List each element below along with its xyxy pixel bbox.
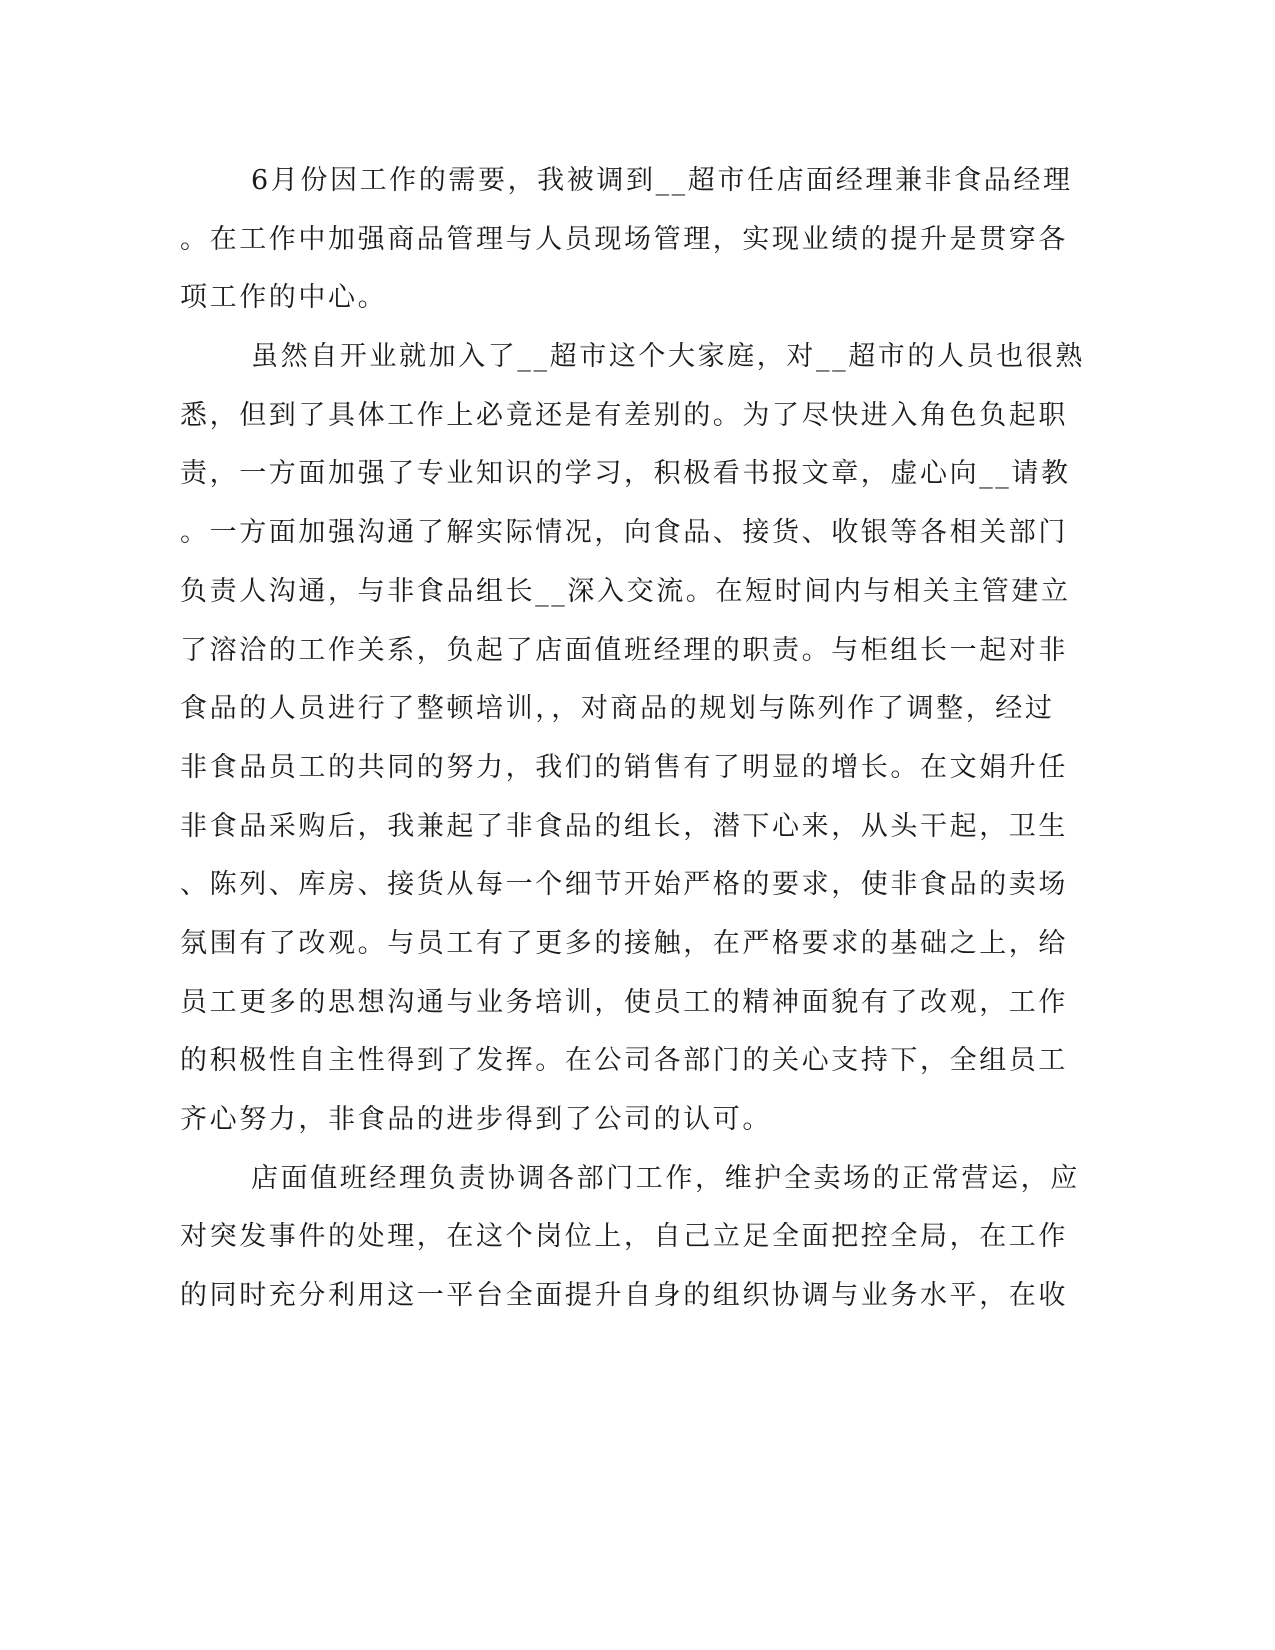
text-line: 。在工作中加强商品管理与人员现场管理，实现业绩的提升是贯穿各 (180, 223, 1068, 255)
text-line: 6月份因工作的需要，我被调到__超市任店面经理兼非食品经理 (251, 165, 1073, 196)
text-line: 食品的人员进行了整顿培训，，对商品的规划与陈列作了调整，经过 (180, 693, 1055, 725)
text-line: 对突发事件的处理，在这个岗位上，自己立足全面把控全局，在工作 (180, 1221, 1068, 1253)
text-line: 齐心努力，非食品的进步得到了公司的认可。 (180, 1104, 772, 1135)
document-body (180, 152, 1085, 1326)
text-line: 了溶洽的工作关系，负起了店面值班经理的职责。与柜组长一起对非 (180, 634, 1068, 666)
text-line: 。一方面加强沟通了解实际情况，向食品、接货、收银等各相关部门 (180, 517, 1068, 549)
text-line: 负责人沟通，与非食品组长__深入交流。在短时间内与相关主管建立 (180, 575, 1071, 607)
text-line: 的积极性自主性得到了发挥。在公司各部门的关心支持下，全组员工 (180, 1045, 1068, 1077)
paragraph-1 (180, 152, 1073, 328)
text-line: 项工作的中心。 (180, 282, 388, 314)
text-line: 虽然自开业就加入了__超市这个大家庭，对__超市的人员也很熟 (251, 341, 1085, 373)
text-line: 氛围有了改观。与员工有了更多的接触，在严格要求的基础之上，给 (180, 927, 1068, 959)
text-line: 员工更多的思想沟通与业务培训，使员工的精神面貌有了改观，工作 (180, 986, 1068, 1018)
paragraph-3 (180, 1150, 1080, 1326)
text-line: 悉，但到了具体工作上必竟还是有差别的。为了尽快进入角色负起职 (180, 399, 1068, 431)
text-line: 责，一方面加强了专业知识的学习，积极看书报文章，虚心向__请教 (180, 458, 1071, 490)
text-line: 、陈列、库房、接货从每一个细节开始严格的要求，使非食品的卖场 (180, 869, 1068, 901)
text-line: 非食品员工的共同的努力，我们的销售有了明显的增长。在文娟升任 (180, 751, 1068, 783)
text-line: 店面值班经理负责协调各部门工作，维护全卖场的正常营运，应 (251, 1162, 1080, 1194)
text-line: 非食品采购后，我兼起了非食品的组长，潜下心来，从头干起，卫生 (180, 810, 1068, 842)
text-line: 的同时充分利用这一平台全面提升自身的组织协调与业务水平，在收 (180, 1280, 1068, 1312)
paragraph-2 (180, 328, 1085, 1150)
